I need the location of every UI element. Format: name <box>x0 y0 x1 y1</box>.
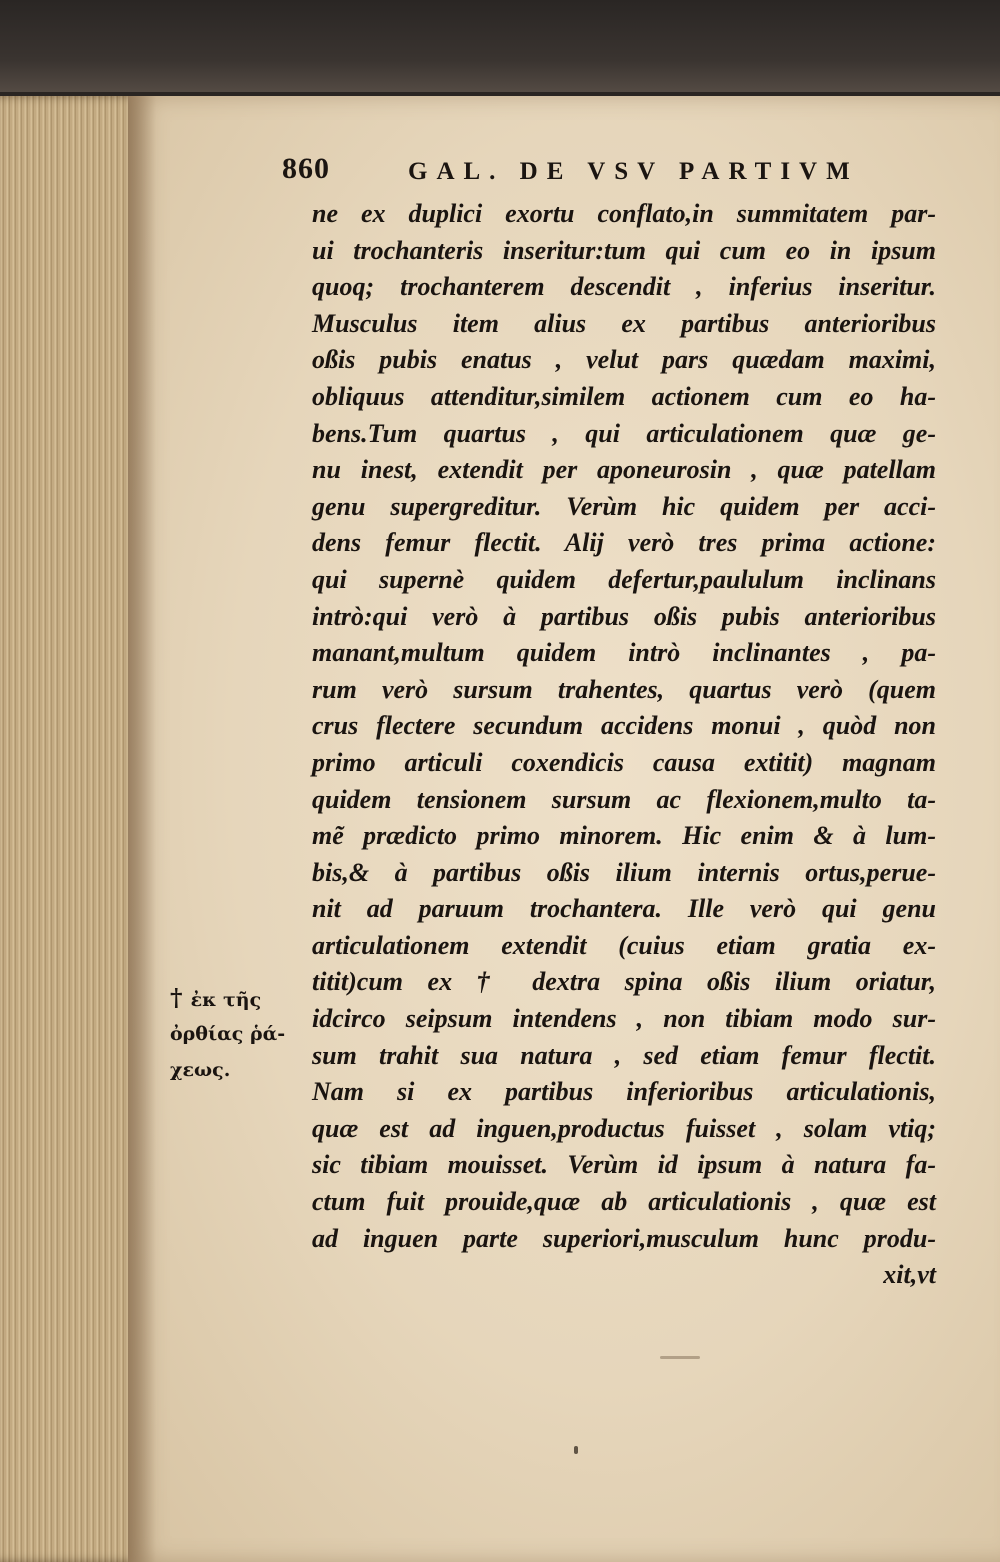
text-line: crus flectere secundum accidens monui , quòd non <box>312 711 936 741</box>
page-header <box>282 148 882 188</box>
ink-smudge <box>660 1356 700 1359</box>
text-line: quæ est ad inguen,productus fuisset , solam vtiq; <box>312 1113 936 1143</box>
marginal-line <box>170 980 290 1016</box>
marginal-line-text: ὀρθίας ῥά- <box>170 1023 286 1045</box>
text-line: idcirco seipsum intendens , non tibiam modo sur- <box>312 1004 936 1034</box>
text-line: ad inguen parte superiori,musculum hunc produ- <box>312 1223 936 1253</box>
marginal-line-text: χεως. <box>170 1059 231 1081</box>
text-line: intrò:qui verò à partibus oßis pubis anterioribus <box>312 601 936 631</box>
text-line: nit ad paruum trochantera. Ille verò qui genu <box>312 894 936 924</box>
text-line: Musculus item alius ex partibus anterioribus <box>312 308 936 338</box>
body-text-block <box>312 196 936 1294</box>
text-line: qui supernè quidem defertur,paululum inclinans <box>312 564 936 594</box>
page-number: 860 <box>282 152 330 185</box>
text-line: nu inest, extendit per aponeurosin , quæ patellam <box>312 455 936 485</box>
text-line: quidem tensionem sursum ac flexionem,multo ta- <box>312 784 936 814</box>
text-line: obliquus attenditur,similem actionem cum eo ha- <box>312 381 936 411</box>
text-line: genu supergreditur. Verùm hic quidem per acci- <box>312 491 936 521</box>
marginal-line <box>170 1016 290 1052</box>
text-line: bis,& à partibus oßis ilium internis ortus,perue- <box>312 857 936 887</box>
marginal-line-text: ἐκ τῆς <box>190 989 262 1011</box>
text-line: primo articuli coxendicis causa extitit) magnam <box>312 747 936 777</box>
text-line: dens femur flectit. Alij verò tres prima actione: <box>312 528 936 558</box>
marginal-note <box>170 980 290 1088</box>
text-line: xit,vt <box>883 1260 936 1290</box>
text-line: sic tibiam mouisset. Verùm id ipsum à natura fa- <box>312 1150 936 1180</box>
text-line: bens.Tum quartus , qui articulationem quæ ge- <box>312 418 936 448</box>
ink-dot <box>574 1446 578 1454</box>
text-line: rum verò sursum trahentes, quartus verò (quem <box>312 674 936 704</box>
text-line: titit)cum ex † dextra spina oßis ilium oriatur, <box>312 967 936 997</box>
spine-fold-shadow <box>128 96 156 1562</box>
text-line: ne ex duplici exortu conflato,in summitatem par- <box>312 199 936 228</box>
page-edges-stack <box>0 96 140 1562</box>
text-line: quoq; trochanterem descendit , inferius inseritur. <box>312 272 936 302</box>
marginal-line <box>170 1052 290 1088</box>
text-line: sum trahit sua natura , sed etiam femur flectit. <box>312 1040 936 1070</box>
text-line: ctum fuit prouide,quæ ab articulationis , quæ est <box>312 1187 936 1217</box>
text-line: ui trochanteris inseritur:tum qui cum eo in ipsum <box>312 235 936 265</box>
text-line: Nam si ex partibus inferioribus articulationis, <box>312 1077 936 1107</box>
text-line: articulationem extendit (cuius etiam gratia ex- <box>312 930 936 960</box>
book-top-edge <box>0 0 1000 100</box>
dagger-mark: † <box>170 983 183 1012</box>
text-line: mẽ prædicto primo minorem. Hic enim & à lum- <box>312 821 936 851</box>
text-line: oßis pubis enatus , velut pars quædam maximi, <box>312 345 936 375</box>
running-head: GAL. DE VSV PARTIVM <box>408 158 859 185</box>
text-line: manant,multum quidem intrò inclinantes , pa- <box>312 638 936 668</box>
